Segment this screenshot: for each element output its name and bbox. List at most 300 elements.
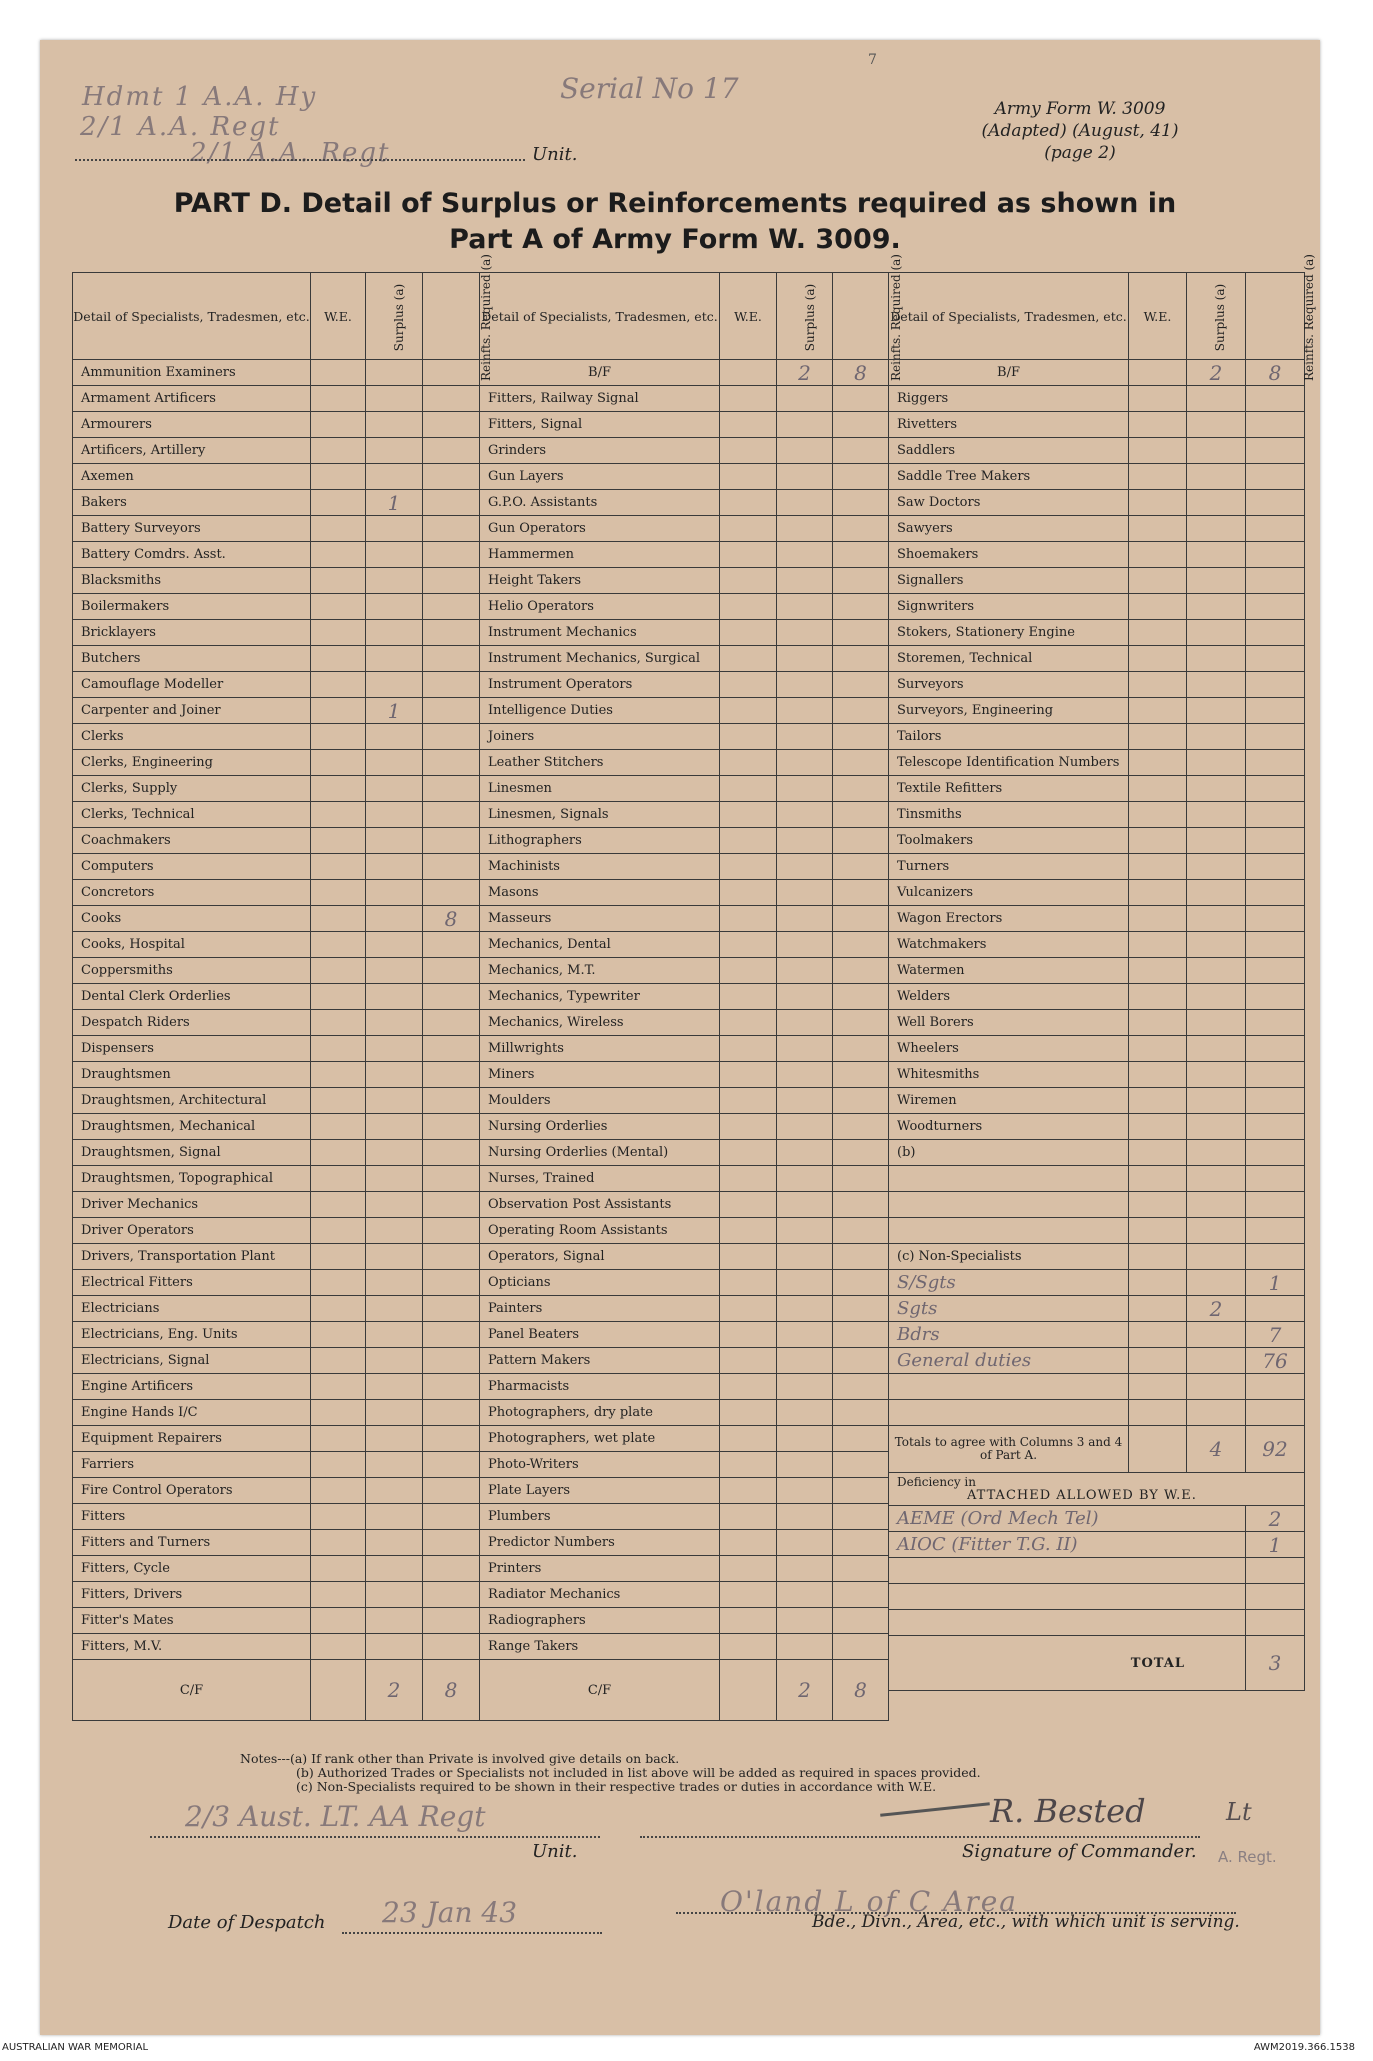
reinf-cell [833, 1062, 889, 1088]
we-cell [311, 490, 366, 516]
table-row [73, 594, 480, 620]
reinf-cell [833, 802, 889, 828]
reinf-cell: 7 [1246, 1322, 1305, 1348]
trade-name: Observation Post Assistants [480, 1192, 720, 1218]
table-row [73, 1608, 480, 1634]
bf-label: B/F [480, 360, 720, 386]
trade-name: Draughtsmen, Architectural [73, 1088, 311, 1114]
we-cell [1129, 1322, 1187, 1348]
reinf-cell [423, 1374, 480, 1400]
table-row [889, 750, 1305, 776]
surplus-cell [1187, 1114, 1246, 1140]
trade-name: Intelligence Duties [480, 698, 720, 724]
reinf-cell [833, 542, 889, 568]
surplus-cell [777, 1634, 833, 1660]
reinf-cell [423, 1192, 480, 1218]
surplus-cell [777, 1556, 833, 1582]
table-row [480, 1296, 889, 1322]
surplus-cell [366, 568, 423, 594]
trade-name: Wiremen [889, 1088, 1129, 1114]
trade-name: Drivers, Transportation Plant [73, 1244, 311, 1270]
table-row [889, 516, 1305, 542]
reinf-cell [423, 360, 480, 386]
trade-name: Nursing Orderlies [480, 1114, 720, 1140]
table-row [889, 698, 1305, 724]
table-row [480, 932, 889, 958]
blank-cell [1246, 1244, 1305, 1270]
date-label: Date of Despatch [168, 1912, 326, 1933]
non-specialist-row [889, 1296, 1305, 1322]
table-row [73, 1244, 480, 1270]
trade-name: Cooks, Hospital [73, 932, 311, 958]
surplus-cell [777, 1374, 833, 1400]
trade-name: Range Takers [480, 1634, 720, 1660]
we-cell [720, 1400, 777, 1426]
reinf-cell [423, 594, 480, 620]
table-row [480, 620, 889, 646]
surplus-cell [366, 1478, 423, 1504]
cf-label: C/F [480, 1660, 720, 1721]
trade-name: Surveyors [889, 672, 1129, 698]
trade-name: Butchers [73, 646, 311, 672]
surplus-cell [366, 1634, 423, 1660]
table-row [73, 542, 480, 568]
table-row [73, 1634, 480, 1660]
trade-name: Coachmakers [73, 828, 311, 854]
reinf-cell [833, 1400, 889, 1426]
table-row [480, 1426, 889, 1452]
trade-name: Signwriters [889, 594, 1129, 620]
reinf-cell [423, 984, 480, 1010]
surplus-cell [366, 1088, 423, 1114]
we-cell [720, 1088, 777, 1114]
table-row [480, 958, 889, 984]
surplus-cell [366, 776, 423, 802]
table-row [480, 854, 889, 880]
reinf-cell [423, 646, 480, 672]
table-row [889, 906, 1305, 932]
table-row [73, 1218, 480, 1244]
blank-cell [889, 1610, 1246, 1636]
table-row [889, 984, 1305, 1010]
blank-row [889, 1584, 1305, 1610]
we-cell [1129, 1426, 1187, 1473]
we-cell [720, 490, 777, 516]
surplus-cell [366, 880, 423, 906]
surplus-cell [777, 672, 833, 698]
we-cell [311, 1634, 366, 1660]
surplus-cell [777, 1530, 833, 1556]
table-row [480, 1088, 889, 1114]
header-we: W.E. [1129, 273, 1187, 360]
header-detail: Detail of Specialists, Tradesmen, etc. [480, 273, 720, 360]
table-row [480, 1114, 889, 1140]
blank-cell [1187, 1244, 1246, 1270]
table-row [73, 1322, 480, 1348]
table-row [73, 672, 480, 698]
reinf-cell [1246, 1036, 1305, 1062]
table-row [889, 464, 1305, 490]
reinf-cell [833, 1348, 889, 1374]
bf-row [889, 360, 1305, 386]
cf-row [480, 1660, 889, 1721]
trade-name: Clerks [73, 724, 311, 750]
reinf-cell [423, 724, 480, 750]
commander-signature: R. Bested [990, 1792, 1146, 1830]
trade-name: Fire Control Operators [73, 1478, 311, 1504]
we-cell [1129, 1348, 1187, 1374]
surplus-cell [777, 854, 833, 880]
we-cell [311, 1608, 366, 1634]
we-cell [720, 828, 777, 854]
reinf-cell [1246, 1062, 1305, 1088]
surplus-cell [1187, 386, 1246, 412]
reinf-cell [1246, 776, 1305, 802]
reinf-cell [833, 1608, 889, 1634]
we-cell [720, 750, 777, 776]
we-cell [311, 1036, 366, 1062]
totals-label: Totals to agree with Columns 3 and 4 of Part A. [889, 1426, 1129, 1473]
reinf-cell [423, 1088, 480, 1114]
table-row [73, 1478, 480, 1504]
table-column-3 [888, 253, 1316, 1691]
we-cell [720, 1114, 777, 1140]
table-row [480, 464, 889, 490]
table-row [889, 854, 1305, 880]
totals-surplus: 4 [1187, 1426, 1246, 1473]
title-line-1: PART D. Detail of Surplus or Reinforcements required as shown in [173, 188, 1177, 219]
surplus-cell [1187, 776, 1246, 802]
blank-cell [1187, 1218, 1246, 1244]
surplus-cell [366, 854, 423, 880]
we-cell [1129, 568, 1187, 594]
deficiency-label: Deficiency in [897, 1475, 976, 1489]
we-cell [720, 1140, 777, 1166]
trade-name: Engine Hands I/C [73, 1400, 311, 1426]
trade-name: Saddlers [889, 438, 1129, 464]
surplus-cell [366, 802, 423, 828]
surplus-cell [777, 1244, 833, 1270]
surplus-cell [1187, 490, 1246, 516]
table-row [73, 698, 480, 724]
surplus-cell [1187, 412, 1246, 438]
surplus-cell [777, 1504, 833, 1530]
we-cell [1129, 464, 1187, 490]
surplus-cell [777, 1452, 833, 1478]
attached-name: AIOC (Fitter T.G. II) [889, 1532, 1246, 1558]
table-row [480, 1530, 889, 1556]
surplus-cell [777, 594, 833, 620]
reinf-cell [833, 1166, 889, 1192]
reinf-cell [1246, 906, 1305, 932]
trade-name: Nursing Orderlies (Mental) [480, 1140, 720, 1166]
reinf-cell [423, 1062, 480, 1088]
we-cell [720, 698, 777, 724]
table-row [480, 1270, 889, 1296]
reinf-cell [423, 464, 480, 490]
trade-name: Mechanics, Typewriter [480, 984, 720, 1010]
footer-unit-line [150, 1836, 600, 1838]
trade-name: Radiator Mechanics [480, 1582, 720, 1608]
trade-name: Photo-Writers [480, 1452, 720, 1478]
trade-name: Battery Surveyors [73, 516, 311, 542]
surplus-cell [366, 1244, 423, 1270]
blank-row [889, 1610, 1305, 1636]
table-row [73, 984, 480, 1010]
reinf-cell [423, 958, 480, 984]
reinf-cell [833, 1088, 889, 1114]
reinf-cell [833, 1556, 889, 1582]
surplus-cell [777, 386, 833, 412]
blank-cell [1187, 1400, 1246, 1426]
we-cell [311, 1166, 366, 1192]
surplus-cell [1187, 1348, 1246, 1374]
blank-row [889, 1166, 1305, 1192]
table-row [480, 542, 889, 568]
reinf-cell [1246, 620, 1305, 646]
surplus-cell [366, 360, 423, 386]
table-row [73, 438, 480, 464]
header-detail: Detail of Specialists, Tradesmen, etc. [73, 273, 311, 360]
table-row [73, 1400, 480, 1426]
table-row [480, 1504, 889, 1530]
reinf-cell [423, 1400, 480, 1426]
reinf-cell [1246, 464, 1305, 490]
we-cell [311, 1010, 366, 1036]
table-row [889, 672, 1305, 698]
reinf-cell [833, 412, 889, 438]
table-row [73, 1088, 480, 1114]
table-row [480, 1010, 889, 1036]
total-value: 3 [1246, 1636, 1305, 1691]
table-row [480, 1062, 889, 1088]
reinf-cell [423, 386, 480, 412]
surplus-cell [1187, 1270, 1246, 1296]
surplus-cell [366, 1140, 423, 1166]
table-row [480, 1374, 889, 1400]
trade-name: Well Borers [889, 1010, 1129, 1036]
blank-cell [1129, 1400, 1187, 1426]
trade-name: Painters [480, 1296, 720, 1322]
table-row [480, 828, 889, 854]
header-row [480, 273, 889, 360]
reinf-cell [833, 724, 889, 750]
we-cell [1129, 412, 1187, 438]
we-cell [1129, 386, 1187, 412]
serial-number: Serial No 17 [560, 72, 739, 105]
we-cell [1129, 932, 1187, 958]
cf-reinf: 8 [833, 1660, 889, 1721]
surplus-cell [777, 1114, 833, 1140]
trade-name: Opticians [480, 1270, 720, 1296]
reinf-cell [1246, 750, 1305, 776]
surplus-cell [366, 828, 423, 854]
table-row [889, 776, 1305, 802]
we-cell [1129, 1062, 1187, 1088]
trade-name: Farriers [73, 1452, 311, 1478]
table-row [480, 1608, 889, 1634]
table-row [480, 568, 889, 594]
trade-name: Electricians [73, 1296, 311, 1322]
surplus-cell [366, 906, 423, 932]
attached-value: 1 [1246, 1532, 1305, 1558]
trade-name: Photographers, wet plate [480, 1426, 720, 1452]
header-surplus: Surplus (a) [777, 273, 833, 360]
we-cell [1129, 1140, 1187, 1166]
blank-cell [1187, 1374, 1246, 1400]
trade-name: Wheelers [889, 1036, 1129, 1062]
blank-cell [1246, 1166, 1305, 1192]
table-row [480, 750, 889, 776]
trade-name: Watermen [889, 958, 1129, 984]
we-cell [311, 1270, 366, 1296]
trade-name: Saddle Tree Makers [889, 464, 1129, 490]
we-cell [720, 1062, 777, 1088]
surplus-cell [366, 1036, 423, 1062]
we-cell [720, 542, 777, 568]
surplus-cell [777, 958, 833, 984]
bde-label: Bde., Divn., Area, etc., with which unit is serving. [812, 1912, 1240, 1932]
handwritten-unit-line-3: 2/1 A.A. Regt [190, 138, 391, 168]
trade-name: Telescope Identification Numbers [889, 750, 1129, 776]
reinf-cell [423, 880, 480, 906]
table-row [73, 802, 480, 828]
table-row [73, 568, 480, 594]
we-cell [1129, 750, 1187, 776]
blank-cell [1246, 1610, 1305, 1636]
non-specialist-row [889, 1322, 1305, 1348]
table-row [73, 1140, 480, 1166]
reinf-cell [423, 698, 480, 724]
trade-name: Driver Mechanics [73, 1192, 311, 1218]
trade-name: Electrical Fitters [73, 1270, 311, 1296]
surplus-cell [777, 1010, 833, 1036]
we-cell [311, 594, 366, 620]
table-row [73, 386, 480, 412]
table-row [480, 438, 889, 464]
trade-name: Millwrights [480, 1036, 720, 1062]
trade-name: Shoemakers [889, 542, 1129, 568]
reinf-cell [423, 1504, 480, 1530]
we-cell [311, 724, 366, 750]
surplus-cell [777, 932, 833, 958]
surplus-cell [366, 516, 423, 542]
reinf-cell [423, 620, 480, 646]
surplus-cell [366, 724, 423, 750]
reinf-cell [833, 750, 889, 776]
blank-cell [889, 1400, 1129, 1426]
surplus-cell [1187, 1010, 1246, 1036]
reinf-cell [833, 1296, 889, 1322]
we-cell [311, 1452, 366, 1478]
reinf-cell [833, 1192, 889, 1218]
blank-cell [1246, 1558, 1305, 1584]
trade-name: Axemen [73, 464, 311, 490]
table-row [889, 1140, 1305, 1166]
surplus-cell [777, 802, 833, 828]
we-cell [311, 386, 366, 412]
reinf-cell [423, 1582, 480, 1608]
trade-name: Draughtsmen, Signal [73, 1140, 311, 1166]
form-ref-line-2: (Adapted) (August, 41) [981, 121, 1179, 141]
we-cell [720, 1478, 777, 1504]
note-b: (b) Authorized Trades or Specialists not included in list above will be added as required in spaces provided. [296, 1765, 981, 1780]
table-row [480, 646, 889, 672]
reinf-cell [423, 1556, 480, 1582]
trade-name: Draughtsmen, Topographical [73, 1166, 311, 1192]
we-cell [720, 672, 777, 698]
table-row [889, 1036, 1305, 1062]
reinf-cell [423, 490, 480, 516]
we-cell [720, 1296, 777, 1322]
surplus-cell [777, 1270, 833, 1296]
blank-cell [889, 1192, 1129, 1218]
reinf-cell [423, 438, 480, 464]
surplus-cell [1187, 984, 1246, 1010]
date-value: 23 Jan 43 [382, 1896, 518, 1929]
reinf-cell [833, 646, 889, 672]
table-row [889, 620, 1305, 646]
reinf-cell [423, 1036, 480, 1062]
surplus-cell [777, 1478, 833, 1504]
unit-label: Unit. [532, 144, 578, 165]
reinf-cell [833, 1504, 889, 1530]
we-cell [720, 1322, 777, 1348]
surplus-cell [366, 386, 423, 412]
surplus-cell [777, 984, 833, 1010]
surplus-cell [777, 1036, 833, 1062]
we-cell [1129, 438, 1187, 464]
we-cell [1129, 880, 1187, 906]
surplus-cell [777, 1400, 833, 1426]
we-cell [1129, 516, 1187, 542]
we-cell [720, 1452, 777, 1478]
trade-name: Bakers [73, 490, 311, 516]
surplus-cell [777, 412, 833, 438]
non-specialist-row [889, 1270, 1305, 1296]
we-cell [311, 1322, 366, 1348]
corner-mark: 7 [868, 52, 877, 68]
blank-cell [1246, 1400, 1305, 1426]
we-cell [311, 802, 366, 828]
surplus-cell [366, 1270, 423, 1296]
table-row [73, 724, 480, 750]
reinf-cell [833, 1426, 889, 1452]
trade-name: Predictor Numbers [480, 1530, 720, 1556]
table-row [480, 984, 889, 1010]
we-cell [311, 438, 366, 464]
form-reference [935, 98, 1225, 164]
trade-name: Riggers [889, 386, 1129, 412]
surplus-cell [366, 1608, 423, 1634]
we-cell [720, 594, 777, 620]
trade-name: Electricians, Eng. Units [73, 1322, 311, 1348]
surplus-cell [366, 542, 423, 568]
table-row [889, 386, 1305, 412]
we-cell [720, 1556, 777, 1582]
header-surplus: Surplus (a) [1187, 273, 1246, 360]
surplus-cell [366, 1296, 423, 1322]
trade-name: Toolmakers [889, 828, 1129, 854]
reinf-cell [1246, 984, 1305, 1010]
reinf-cell [1246, 646, 1305, 672]
we-cell [1129, 490, 1187, 516]
table-row [889, 542, 1305, 568]
page-title [110, 186, 1240, 258]
we-cell [1129, 1010, 1187, 1036]
we-cell [311, 1296, 366, 1322]
surplus-cell [366, 620, 423, 646]
